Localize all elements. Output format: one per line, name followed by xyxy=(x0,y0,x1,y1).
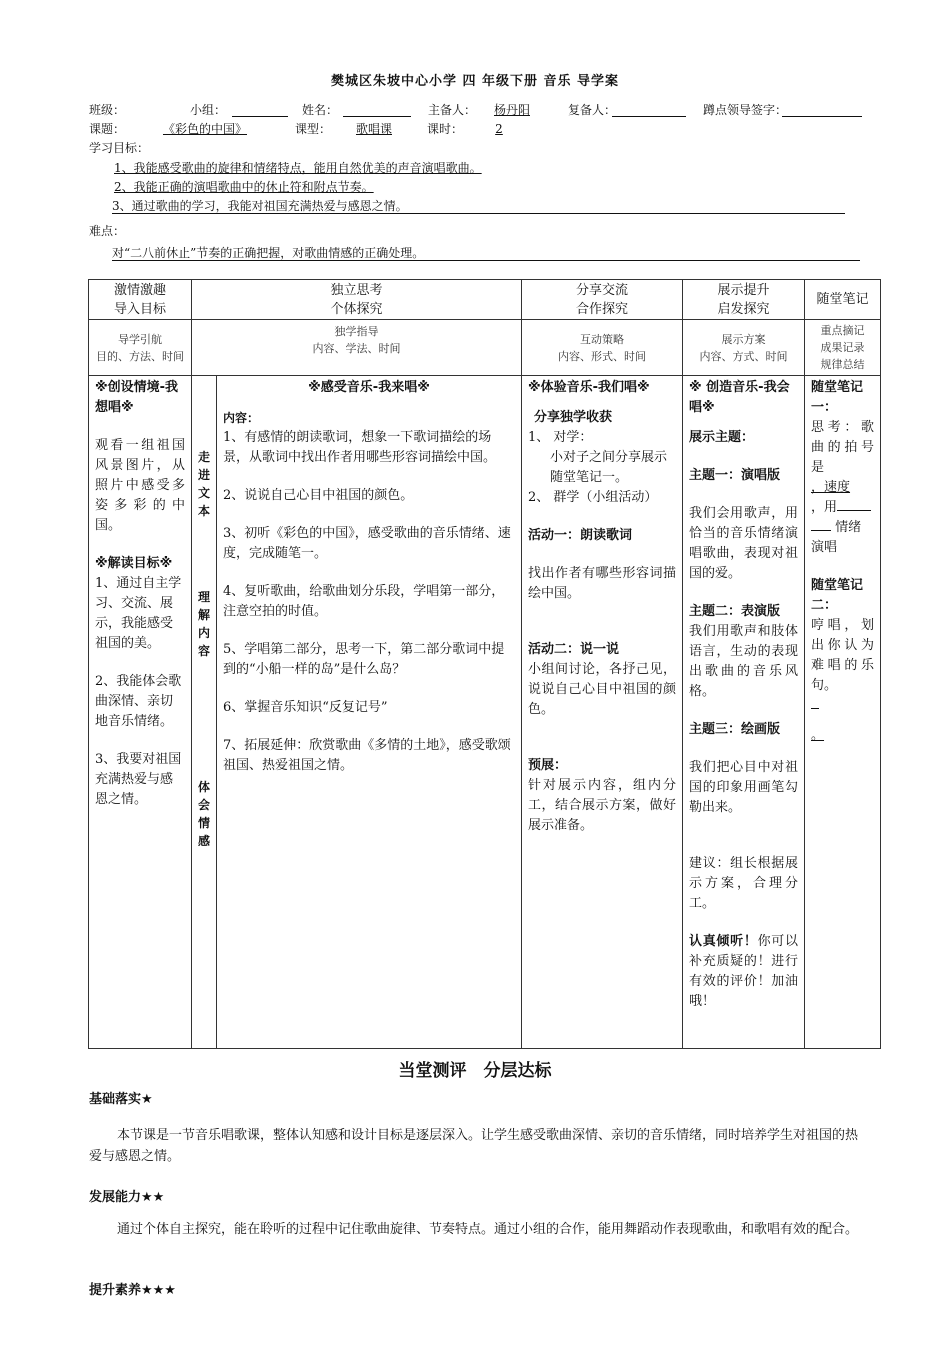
difficulty-text-value: 对“二八前休止”节奏的正确把握，对歌曲情感的正确处理。 xyxy=(112,246,425,260)
subheader-4-line-1: 展示方案 xyxy=(721,332,766,346)
header-col-5 xyxy=(805,280,881,320)
guide-goal-3: 3、我要对祖国充满热爱与感恩之情。 xyxy=(95,752,182,807)
level-1-text: 本节课是一节音乐唱歌课，整体认知感和设计目标是逐层深入。让学生感受歌曲深情、亲切的音乐情绪，同时培养学生对祖国的热爱与感恩之情。 xyxy=(89,1128,859,1164)
side-label-1: 走 进 文 本 xyxy=(197,450,210,518)
level-2-text: 通过个体自主探究，能在聆听的过程中记住歌曲旋律、节奏特点。通过小组的合作，能用舞蹈动作表现歌曲，和歌唱有效的配合。 xyxy=(117,1222,859,1237)
note-1-blank-2[interactable] xyxy=(811,518,831,531)
info-group-label: 小组： xyxy=(190,103,227,117)
note-2-title: 随堂笔记二： xyxy=(811,578,864,613)
info-topic-label: 课题： xyxy=(89,122,126,136)
info-name-label: 姓名： xyxy=(302,103,339,117)
coop-activity-2: 小组间讨论，各抒己见，说说自己心目中祖国的颜色。 xyxy=(528,662,677,717)
self-study-item-2: 2、说说自己心目中祖国的颜色。 xyxy=(223,488,414,503)
self-study-item-5: 5、学唱第二部分，思考一下，第二部分歌词中提到的“小船一样的岛”是什么岛？ xyxy=(223,642,505,677)
subheader-5-line-2: 成果记录 xyxy=(820,341,865,354)
subheader-3-line-1: 互动策略 xyxy=(580,332,625,346)
info-leader-label: 蹲点领导签字： xyxy=(703,103,788,117)
coop-activity-2-title: 活动二：说一说 xyxy=(528,642,620,657)
show-theme-1-title: 主题一：演唱版 xyxy=(689,468,781,483)
info-topic-value: 《彩色的中国》 xyxy=(162,122,247,136)
show-listen: 你可以补充质疑的！进行有效的评价！加油哦！ xyxy=(689,934,799,1009)
info-type-label: 课型： xyxy=(295,122,332,136)
header-col-2 xyxy=(192,280,522,320)
info-preparer-label: 主备人： xyxy=(428,103,477,117)
subheader-5-line-3: 规律总结 xyxy=(820,358,865,371)
guide-title-2: ※解读目标※ xyxy=(95,556,173,571)
col-cooperation xyxy=(522,376,683,1049)
show-theme-2: 我们用歌声和肢体语言，生动的表现出歌曲的音乐风格。 xyxy=(689,624,799,699)
subheader-col-2 xyxy=(192,320,522,376)
difficulty-label: 难点： xyxy=(89,224,126,238)
subheader-4-line-2: 内容、方式、时间 xyxy=(699,349,788,363)
self-study-item-7: 7、拓展延伸：欣赏歌曲《多情的土地》，感受歌颂祖国、热爱祖国之情。 xyxy=(223,738,511,773)
coop-share: 分享独学收获 xyxy=(534,410,613,425)
header-row xyxy=(89,280,881,320)
col-showcase xyxy=(683,376,805,1049)
note-2-end: 。 xyxy=(811,728,825,743)
reviewer-blank[interactable] xyxy=(612,104,686,117)
header-col-1 xyxy=(89,280,192,320)
subheader-3-line-2: 内容、形式、时间 xyxy=(558,349,647,363)
show-listen-bold: 认真倾听！ xyxy=(689,934,758,949)
subheader-2-line-1: 独学指导 xyxy=(334,325,379,338)
study-plan-table xyxy=(88,279,881,1049)
guide-goal-1: 1、通过自主学习、交流、展示，我能感受祖国的美。 xyxy=(95,576,182,651)
col-guide xyxy=(89,376,192,1049)
subheader-row xyxy=(89,320,881,376)
info-hours-value: 2 xyxy=(495,122,503,136)
self-study-title: ※感受音乐-我来唱※ xyxy=(308,380,430,395)
subheader-2-line-2: 内容、学法、时间 xyxy=(312,342,401,355)
show-theme-2-title: 主题二：表演版 xyxy=(689,604,781,619)
side-label-2: 理 解 内 容 xyxy=(197,590,210,658)
goal-item-3-text: 3、通过歌曲的学习，我能对祖国充满热爱与感恩之情。 xyxy=(112,199,408,213)
show-advice: 建议：组长根据展示方案，合理分工。 xyxy=(689,856,799,911)
coop-activity-1-title: 活动一：朗读歌词 xyxy=(528,528,633,543)
self-study-item-6: 6、掌握音乐知识“反复记号” xyxy=(223,700,388,715)
info-type-value: 歌唱课 xyxy=(355,122,392,136)
guide-goal-2: 2、我能体会歌曲深情、亲切地音乐情绪。 xyxy=(95,674,182,729)
self-study-item-1: 1、有感情的朗读歌词，想象一下歌词描绘的场景，从歌词中找出作者用哪些形容词描绘中国。 xyxy=(223,430,497,465)
subheader-col-4 xyxy=(683,320,805,376)
goal-item-1: 1、我能感受歌曲的旋律和情绪特点，能用自然优美的声音演唱歌曲。 xyxy=(114,161,482,175)
subheader-5-line-1: 重点摘记 xyxy=(820,324,865,337)
self-study-content-label: 内容： xyxy=(223,411,260,425)
info-preparer-value: 杨丹阳 xyxy=(493,103,530,117)
goal-item-2: 2、我能正确的演唱歌曲中的休止符和附点节奏。 xyxy=(114,180,374,194)
document-title: 樊城区朱坡中心小学 四 年级下册 音乐 导学案 xyxy=(330,74,620,89)
header-3-line-2: 合作探究 xyxy=(576,301,629,317)
self-study-item-4: 4、复听歌曲，给歌曲划分乐段，学唱第一部分，注意空拍的时值。 xyxy=(223,584,505,619)
leader-signature-blank[interactable] xyxy=(782,104,862,117)
self-study-item-3: 3、初听《彩色的中国》，感受歌曲的音乐情绪、速度，完成随笔一。 xyxy=(223,526,511,561)
coop-preview-title: 预展： xyxy=(528,758,568,773)
header-col-3 xyxy=(522,280,683,320)
coop-step-1-detail: 小对子之间分享展示随堂笔记一。 xyxy=(550,450,668,485)
note-1-question: 思考：歌曲的拍号是 xyxy=(811,420,875,475)
info-class-label: 班级： xyxy=(89,103,126,117)
coop-title: ※体验音乐-我们唱※ xyxy=(528,380,650,395)
note-1-emotion: 情绪演唱 xyxy=(811,520,862,555)
subheader-1-line-2: 目的、方法、时间 xyxy=(96,349,184,363)
goals-label: 学习目标： xyxy=(89,141,150,155)
header-1-line-1: 激情激趣 xyxy=(113,282,166,298)
subheader-col-3 xyxy=(522,320,683,376)
note-2-blank[interactable] xyxy=(811,696,819,709)
content-row xyxy=(89,376,881,1049)
name-blank[interactable] xyxy=(343,104,411,117)
col-self-study xyxy=(217,376,522,1049)
coop-step-1: 1、 对学： xyxy=(528,430,593,445)
header-2-line-2: 个体探究 xyxy=(330,301,383,317)
header-5-line-1: 随堂笔记 xyxy=(816,292,869,307)
header-4-line-2: 启发探究 xyxy=(717,301,770,317)
goal-item-3 xyxy=(112,197,845,214)
header-1-line-2: 导入目标 xyxy=(113,301,166,317)
level-1-heading: 基础落实★ xyxy=(89,1092,153,1107)
info-hours-label: 课时： xyxy=(427,122,464,136)
coop-step-2: 2、 群学（小组活动） xyxy=(528,490,658,505)
difficulty-text xyxy=(112,244,860,261)
show-title: ※ 创造音乐-我会唱※ xyxy=(689,380,790,415)
header-4-line-1: 展示提升 xyxy=(717,282,770,298)
note-1-use: ，用 xyxy=(811,500,838,515)
guide-title-1: ※创设情境-我想唱※ xyxy=(95,380,179,415)
header-3-line-1: 分享交流 xyxy=(576,282,629,298)
subheader-1-line-1: 导学引航 xyxy=(118,332,162,346)
note-2-text: 哼唱，划出你认为难唱的乐句。 xyxy=(811,618,875,693)
show-theme-3: 我们把心目中对祖国的印象用画笔勾勒出来。 xyxy=(689,760,799,815)
group-blank[interactable] xyxy=(232,104,288,117)
assessment-title: 当堂测评 分层达标 xyxy=(398,1061,552,1081)
info-reviewer-label: 复备人： xyxy=(568,103,617,117)
level-3-heading: 提升素养★★★ xyxy=(89,1283,176,1298)
show-theme-label: 展示主题： xyxy=(689,430,755,445)
side-label-3: 体 会 情 感 xyxy=(197,780,210,848)
header-2-line-1: 独立思考 xyxy=(330,282,383,298)
header-col-4 xyxy=(683,280,805,320)
show-theme-3-title: 主题三：绘画版 xyxy=(689,722,781,737)
level-2-heading: 发展能力★★ xyxy=(89,1190,165,1205)
coop-activity-1: 找出作者有哪些形容词描绘中国。 xyxy=(528,566,677,601)
coop-preview: 针对展示内容，组内分工，结合展示方案，做好展示准备。 xyxy=(528,778,677,833)
guide-paragraph: 观看一组祖国风景图片，从照片中感受多姿多彩的中国。 xyxy=(95,438,185,533)
subheader-col-1 xyxy=(89,320,192,376)
show-theme-1: 我们会用歌声，用恰当的音乐情绪演唱歌曲，表现对祖国的爱。 xyxy=(689,506,799,581)
subheader-col-5 xyxy=(805,320,881,376)
note-1-blank-1[interactable] xyxy=(837,498,871,511)
note-1-speed: ，速度 xyxy=(811,480,851,495)
col-notes xyxy=(805,376,881,1049)
note-1-title: 随堂笔记一： xyxy=(811,380,864,415)
col-side-labels xyxy=(192,376,217,1049)
